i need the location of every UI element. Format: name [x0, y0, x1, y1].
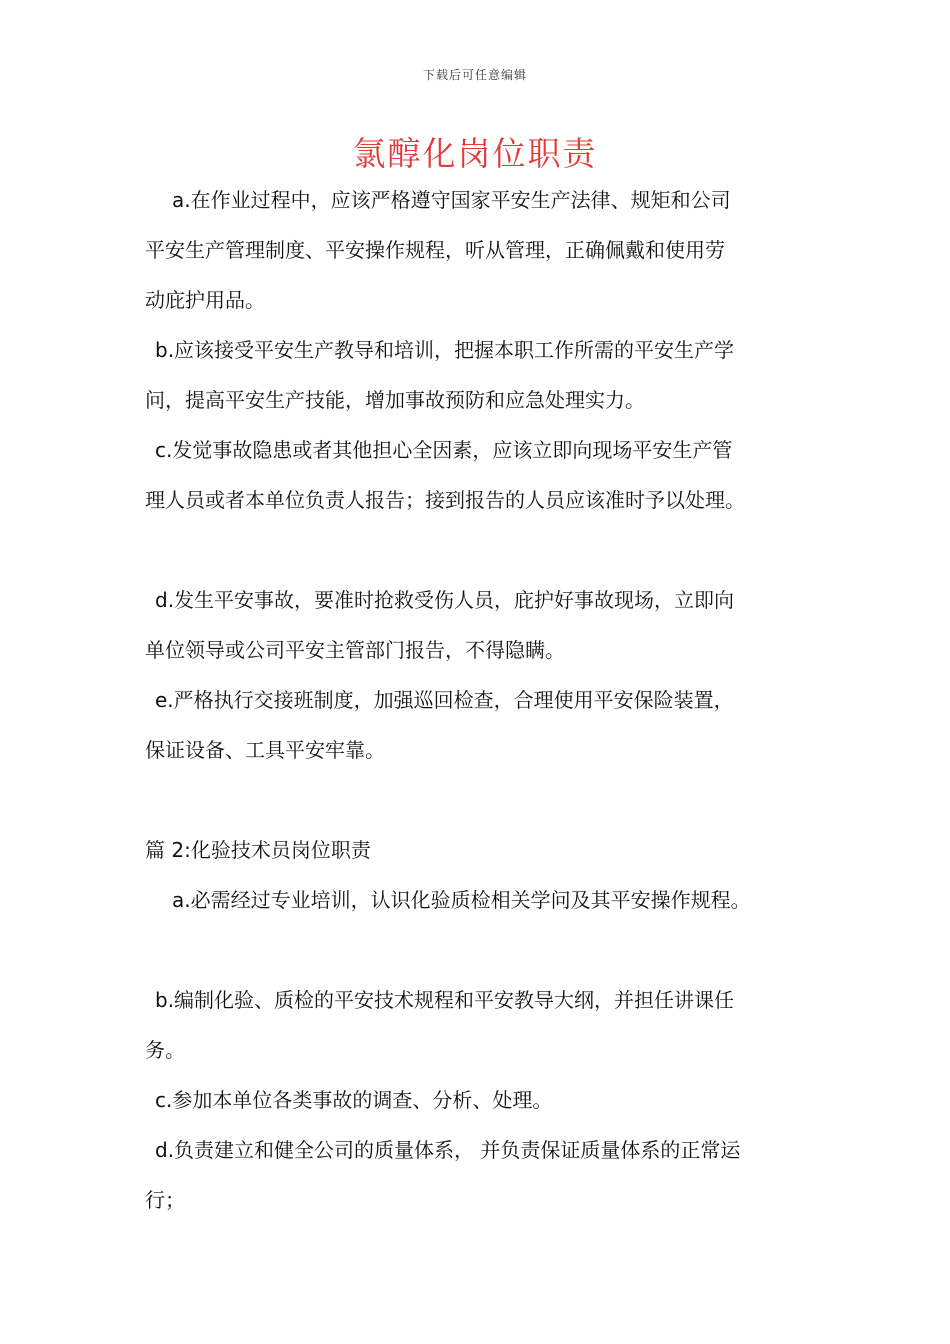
paragraph-line: d.负责建立和健全公司的质量体系， 并负责保证质量体系的正常运 — [155, 1138, 741, 1162]
paragraph-line: a.在作业过程中，应该严格遵守国家平安生产法律、规矩和公司 — [172, 188, 731, 212]
paragraph-line: 动庇护用品。 — [145, 288, 265, 312]
paragraph-line: b.应该接受平安生产教导和培训，把握本职工作所需的平安生产学 — [155, 338, 735, 362]
paragraph-line: 问，提高平安生产技能，增加事故预防和应急处理实力。 — [145, 388, 645, 412]
paragraph-line: c.发觉事故隐患或者其他担心全因素，应该立即向现场平安生产管 — [155, 438, 733, 462]
section-heading: 篇 2:化验技术员岗位职责 — [145, 838, 371, 862]
paragraph-line: 行； — [145, 1188, 185, 1212]
paragraph-line: a.必需经过专业培训，认识化验质检相关学问及其平安操作规程。 — [172, 888, 751, 912]
document-title: 氯醇化岗位职责 — [352, 134, 598, 173]
paragraph-line: 理人员或者本单位负责人报告；接到报告的人员应该准时予以处理。 — [145, 488, 745, 512]
paragraph-line: b.编制化验、质检的平安技术规程和平安教导大纲，并担任讲课任 — [155, 988, 735, 1012]
paragraph-line: e.严格执行交接班制度，加强巡回检查，合理使用平安保险装置， — [155, 688, 734, 712]
paragraph-line: 保证设备、工具平安牢靠。 — [145, 738, 385, 762]
header-note: 下载后可任意编辑 — [422, 68, 527, 82]
paragraph-line: 务。 — [145, 1038, 185, 1062]
paragraph-line: c.参加本单位各类事故的调查、分析、处理。 — [155, 1088, 553, 1112]
paragraph-line: 单位领导或公司平安主管部门报告，不得隐瞒。 — [145, 638, 565, 662]
paragraph-line: d.发生平安事故，要准时抢救受伤人员，庇护好事故现场，立即向 — [155, 588, 735, 612]
paragraph-line: 平安生产管理制度、平安操作规程，听从管理，正确佩戴和使用劳 — [145, 238, 725, 262]
